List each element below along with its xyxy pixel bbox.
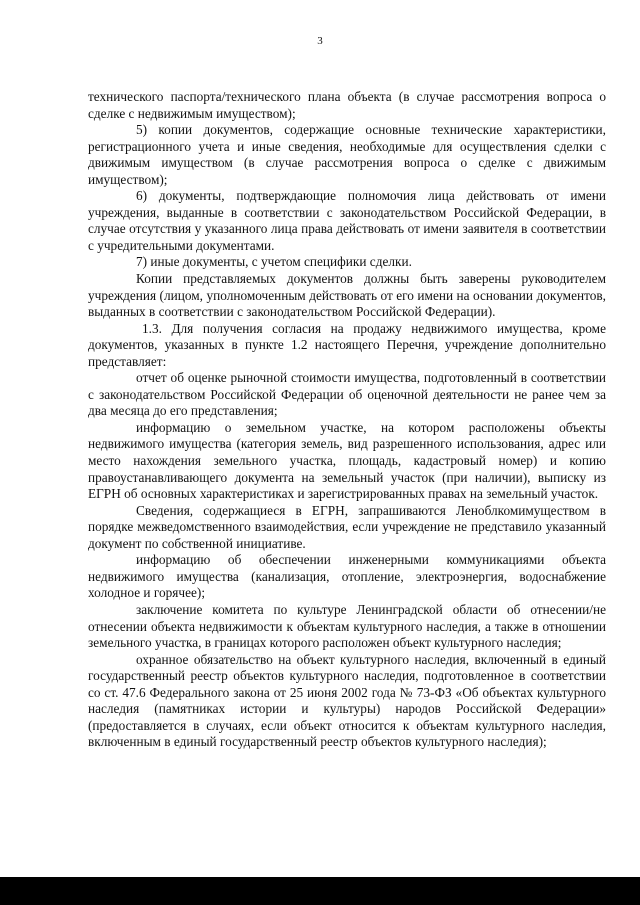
paragraph-section-1-3: 1.3. Для получения согласия на продажу недвижимого имущества, кроме документов, указанных в пункте 1.2 настоящего Перечня, учреждение дополнительно представляет: xyxy=(88,320,606,369)
paragraph-item-6: 6) документы, подтверждающие полномочия лица действовать от имени учреждения, выданные в соответствии с законодательством Российской Федерации, в случае отсутствия у указанного лица права действовать от имени заявителя в соответствии с учредительными документами. xyxy=(88,188,606,253)
paragraph-egrn-info: Сведения, содержащиеся в ЕГРН, запрашиваются Леноблкомимуществом в порядке межведомственного взаимодействия, если учреждение не представило указанный документ по собственной инициативе. xyxy=(88,502,606,551)
paragraph-valuation-report: отчет об оценке рыночной стоимости имущества, подготовленный в соответствии с законодательством Российской Федерации об оценочной деятельности не ранее чем за два месяца до его представления; xyxy=(88,370,606,419)
paragraph-item-5: 5) копии документов, содержащие основные технические характеристики, регистрационного учета и иные сведения, необходимые для осуществления сделки с движимым имуществом (в случае рассмотрения вопроса о сделке с движимым имуществом); xyxy=(88,122,606,187)
paragraph-tech-passport: технического паспорта/технического плана объекта (в случае рассмотрения вопроса о сделке с недвижимым имуществом); xyxy=(88,89,606,121)
paragraph-copies-certification: Копии представляемых документов должны быть заверены руководителем учреждения (лицом, уполномоченным действовать от его имени на основании документов, выданных в соответствии с законодательством Российской Федерации). xyxy=(88,271,606,320)
scan-bottom-border xyxy=(0,877,640,905)
paragraph-protection-obligation: охранное обязательство на объект культурного наследия, включенный в единый государственный реестр объектов культурного наследия, подготовленное в соответствии со ст. 47.6 Федерального закона от 25 июня 2002 года № 73-ФЗ «Об объектах культурного наследия (памятниках истории и культуры) народов Российской Федерации» (предоставляется в случаях, если объект относится к объектам культурного наследия, включенным в единый государственный реестр объектов культурного наследия); xyxy=(88,651,606,750)
paragraph-land-plot-info: информацию о земельном участке, на котором расположены объекты недвижимого имущества (категория земель, вид разрешенного использования, адрес или место нахождения земельного участка, площадь, кадастровый номер) и копию правоустанавливающего документа на земельный участок (при наличии), выписку из ЕГРН об основных характеристиках и зарегистрированных правах на земельный участок. xyxy=(88,419,606,502)
paragraph-utilities-info: информацию об обеспечении инженерными коммуникациями объекта недвижимого имущества (канализация, отопление, электроэнергия, водоснабжение холодное и горячее); xyxy=(88,552,606,601)
paragraph-culture-committee-conclusion: заключение комитета по культуре Ленинградской области об отнесении/не отнесении объекта недвижимости к объектам культурного наследия, а также в отношении земельного участка, в границах которого расположен объект культурного наследия; xyxy=(88,601,606,651)
page-number: 3 xyxy=(317,35,323,47)
document-body xyxy=(88,89,606,751)
paragraph-item-7: 7) иные документы, с учетом специфики сделки. xyxy=(136,254,412,270)
